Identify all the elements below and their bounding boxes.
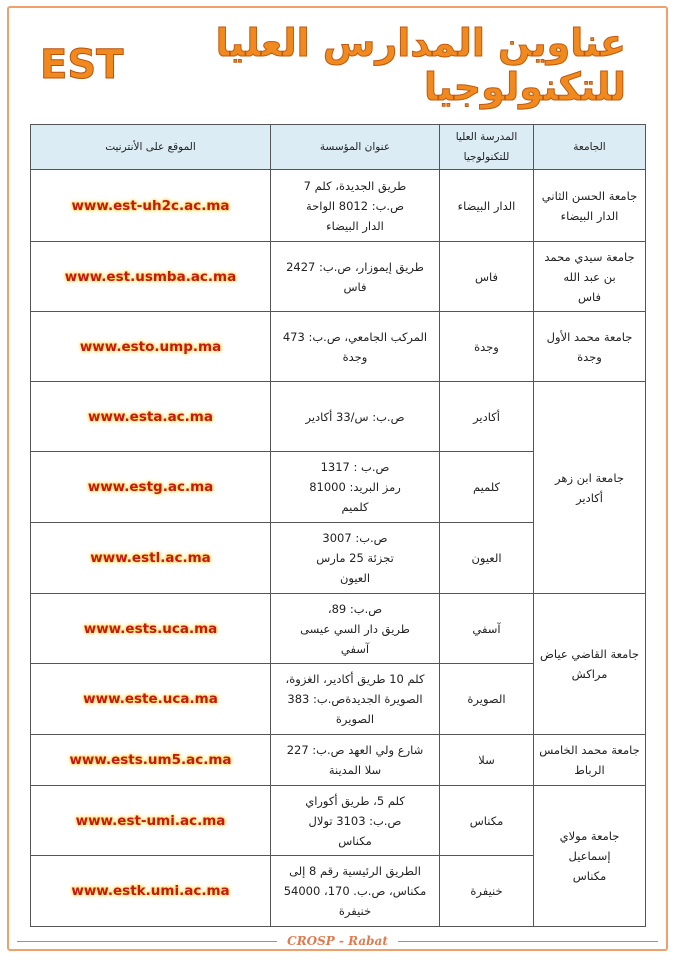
school-cell: العيون — [440, 523, 534, 594]
website-link[interactable]: www.estg.ac.ma — [87, 479, 214, 495]
table-row — [31, 170, 646, 242]
website-cell — [31, 594, 271, 664]
footer-text: CROSP - Rabat — [287, 934, 388, 948]
address-cell: كلم 5، طريق أكوراي ص.ب: 3103 تولال مكناس — [271, 786, 440, 856]
university-cell: جامعة محمد الخامس الرباط — [534, 735, 646, 786]
university-cell: جامعة سيدي محمد بن عبد الله فاس — [534, 242, 646, 312]
website-link[interactable]: www.ests.um5.ac.ma — [69, 752, 232, 768]
university-cell: جامعة ابن زهر أكادير — [534, 382, 646, 594]
address-cell: ص.ب: 3007 تجزئة 25 مارس العيون — [271, 523, 440, 594]
website-link[interactable]: www.est-umi.ac.ma — [75, 812, 226, 829]
website-link[interactable]: www.ests.uca.ma — [83, 620, 218, 637]
footer — [7, 933, 668, 949]
website-link[interactable]: www.esto.ump.ma — [79, 338, 222, 355]
address-cell: كلم 10 طريق أكادير، الغزوة، الصويرة الجديدةص.ب: 383 الصويرة — [271, 664, 440, 735]
school-cell: الدار البيضاء — [440, 170, 534, 242]
website-cell — [31, 735, 271, 786]
address-cell: ص.ب : 1317 رمز البريد: 81000 كلميم — [271, 452, 440, 523]
school-cell: كلميم — [440, 452, 534, 523]
website-link[interactable]: www.este.uca.ma — [83, 691, 218, 707]
university-cell: جامعة القاضي عياض مراكش — [534, 594, 646, 735]
header-address: عنوان المؤسسة — [271, 125, 440, 170]
footer-divider-left — [17, 941, 277, 942]
school-cell: أكادير — [440, 382, 534, 452]
address-cell: طريق إيموزار، ص.ب: 2427 فاس — [271, 242, 440, 312]
table-row — [31, 312, 646, 382]
table-row — [31, 786, 646, 856]
website-link[interactable]: www.estl.ac.ma — [90, 550, 211, 566]
table-row — [31, 382, 646, 452]
table-row — [31, 242, 646, 312]
website-cell — [31, 170, 271, 242]
page-title — [40, 21, 640, 109]
address-cell: شارع ولي العهد ص.ب: 227 سلا المدينة — [271, 735, 440, 786]
school-cell: مكناس — [440, 786, 534, 856]
school-cell: الصويرة — [440, 664, 534, 735]
website-cell — [31, 242, 271, 312]
header-school: المدرسة العليا للتكنولوجيا — [440, 125, 534, 170]
est-address-table — [30, 124, 646, 927]
website-cell — [31, 523, 271, 594]
website-cell — [31, 856, 271, 927]
university-cell: جامعة الحسن الثاني الدار البيضاء — [534, 170, 646, 242]
table-row — [31, 735, 646, 786]
school-cell: خنيفرة — [440, 856, 534, 927]
header-website: الموقع على الأنترنيت — [31, 125, 271, 170]
website-link[interactable]: www.estk.umi.ac.ma — [71, 883, 230, 899]
address-cell: ص.ب: س/33 أكادير — [271, 382, 440, 452]
website-cell — [31, 382, 271, 452]
website-link[interactable]: www.esta.ac.ma — [88, 408, 213, 425]
address-cell: ص.ب: 89، طريق دار السي عيسى آسفي — [271, 594, 440, 664]
school-cell: وجدة — [440, 312, 534, 382]
title-arabic: عناوين المدارس العليا للتكنولوجيا — [215, 21, 626, 109]
address-cell: المركب الجامعي، ص.ب: 473 وجدة — [271, 312, 440, 382]
website-cell — [31, 452, 271, 523]
website-cell — [31, 786, 271, 856]
school-cell: سلا — [440, 735, 534, 786]
school-cell: آسفي — [440, 594, 534, 664]
website-link[interactable]: www.est-uh2c.ac.ma — [71, 197, 230, 214]
address-cell: طريق الجديدة، كلم 7 ص.ب: 8012 الواحة الدار البيضاء — [271, 170, 440, 242]
website-cell — [31, 312, 271, 382]
university-cell: جامعة محمد الأول وجدة — [534, 312, 646, 382]
footer-divider-right — [398, 941, 658, 942]
university-cell: جامعة مولاي إسماعيل مكناس — [534, 786, 646, 927]
website-link[interactable]: www.est.usmba.ac.ma — [64, 268, 237, 285]
table-row — [31, 594, 646, 664]
address-cell: الطريق الرئيسية رقم 8 إلى مكناس، ص.ب. 170، 54000 خنيفرة — [271, 856, 440, 927]
header-university: الجامعة — [534, 125, 646, 170]
table-header-row — [31, 125, 646, 170]
website-cell — [31, 664, 271, 735]
title-acronym: EST — [40, 42, 124, 88]
school-cell: فاس — [440, 242, 534, 312]
